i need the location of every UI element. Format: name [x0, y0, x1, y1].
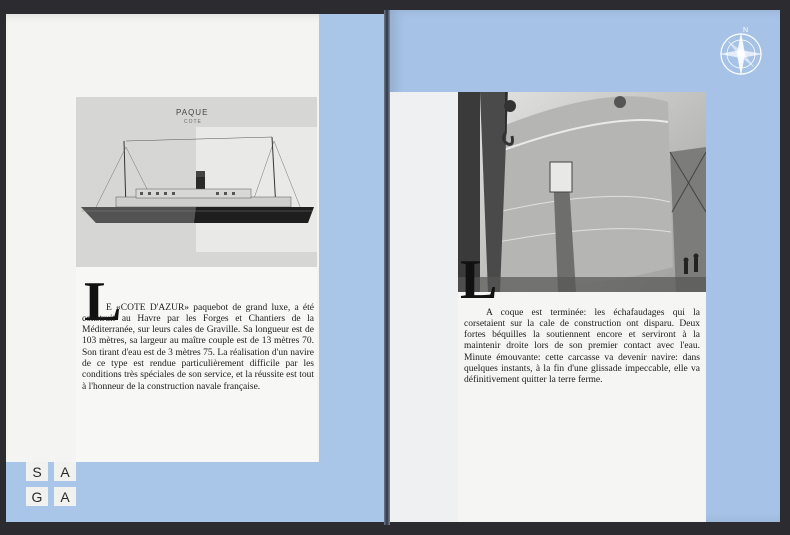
- compass-north-label: N: [743, 27, 749, 34]
- drop-cap: L: [84, 271, 122, 333]
- logo-letter: A: [54, 462, 76, 481]
- plan-title: PAQUE: [176, 108, 209, 117]
- compass-rose-icon: [713, 24, 769, 80]
- right-page-white-strip: [388, 92, 458, 522]
- logo-letter: A: [54, 487, 76, 506]
- saga-logo: [18, 460, 84, 512]
- drop-cap: L: [460, 249, 498, 311]
- right-page: [388, 10, 780, 522]
- logo-letter: S: [26, 462, 48, 481]
- plan-subtitle: COTE: [184, 119, 202, 125]
- ship-profile-illustration: [76, 127, 317, 252]
- right-text-panel: [458, 249, 706, 522]
- left-page: [6, 14, 386, 522]
- ship-plan-panel: [76, 97, 317, 267]
- logo-letter: G: [26, 487, 48, 506]
- right-body-text: A coque est terminée: les échafaudages qui la corsetaient sur la cale de construction ont disparu. Deux fortes béquilles la soutiennent encore et serviront à la maintenir droite lors de son premier contact avec l'eau. Minute émouvante: cette carcasse va devenir navire: dans quelques instants, à la fin d'une glissade impeccable, elle va définitivement quitter la terre ferme.: [464, 307, 700, 386]
- left-text-panel: [76, 267, 317, 462]
- book-gutter: [384, 10, 390, 525]
- left-blue-band: [319, 14, 386, 522]
- left-body-text: E «COTE D'AZUR» paquebot de grand luxe, a été construit au Havre par les Forges et Chantiers de la Méditerranée, sur leurs cales de Graville. Sa longueur est de 103 mètres, sa largeur au maître couple est de 13 mètres 70. Son tirant d'eau est de 3 mètres 75. La réalisation d'un navire de ce type est rendue particulièrement difficile par les conditions très spéciales de son service, et la réussite est tout à l'honneur de la construction navale française.: [82, 302, 314, 392]
